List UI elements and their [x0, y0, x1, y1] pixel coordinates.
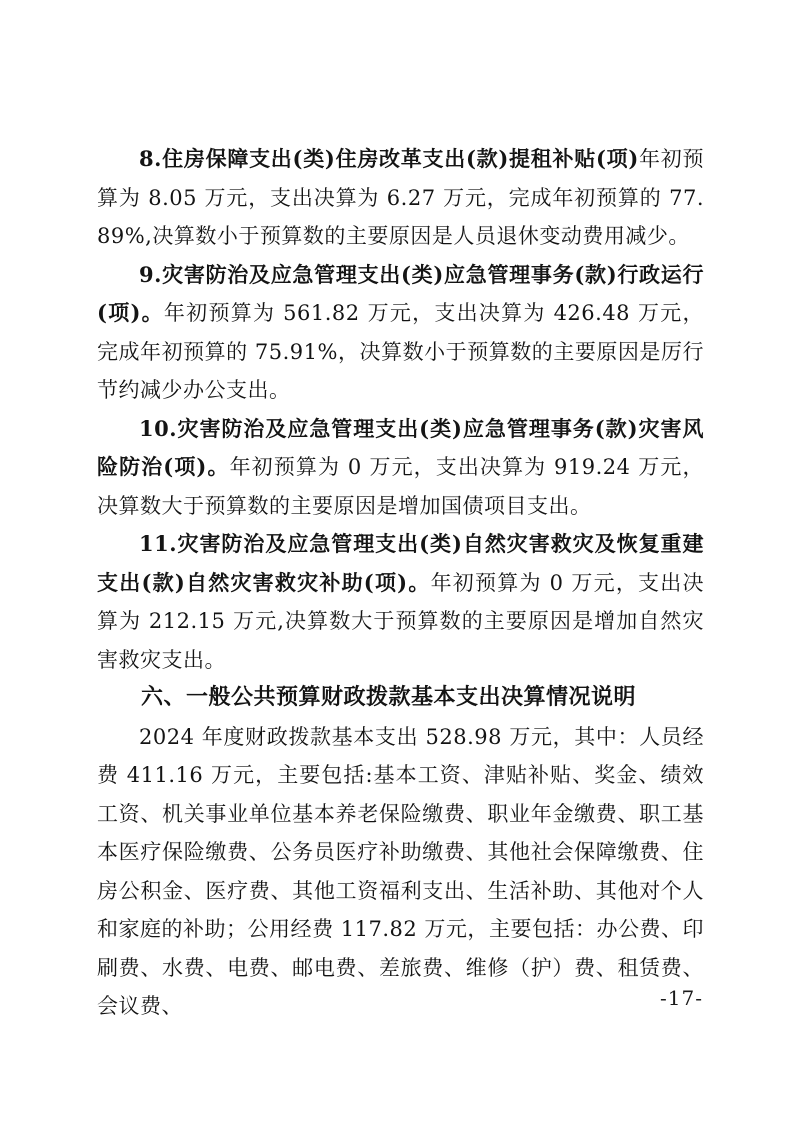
- paragraph: [97, 410, 704, 526]
- section-heading: [97, 679, 704, 718]
- paragraph: [97, 718, 704, 1026]
- paragraph: [97, 525, 704, 679]
- paragraph: [97, 256, 704, 410]
- paragraph: [97, 140, 704, 256]
- page-number: -17-: [660, 986, 703, 1010]
- paragraph-text: 年初预算为 8.05 万元，支出决算为 6.27 万元，完成年初预算的 77.89%,决算数小于预算数的主要原因是人员退休变动费用减少。: [97, 147, 705, 248]
- paragraph-lead: 六、一般公共预算财政拨款基本支出决算情况说明: [141, 685, 637, 710]
- paragraph-text: 2024 年度财政拨款基本支出 528.98 万元，其中：人员经费 411.16 万元，主要包括:基本工资、津贴补贴、奖金、绩效工资、机关事业单位基本养老保险缴费、职业年金缴费、职工基本医疗保险缴费、公务员医疗补助缴费、其他社会保障缴费、住房公积金、医疗费、其他工资福利支出、生活补助、其他对个人和家庭的补助；公用经费 117.82 万元，主要包括：办公费、印刷费、水费、电费、邮电费、差旅费、维修（护）费、租赁费、会议费、: [97, 724, 704, 1018]
- document-body: [97, 140, 704, 1026]
- paragraph-lead: 8.住房保障支出(类)住房改革支出(款)提租补贴(项): [139, 146, 639, 171]
- paragraph-lead: 11.灾害防治及应急管理支出(类)自然灾害救灾及恢复重建支出(款)自然灾害救灾补助(项)。: [97, 531, 704, 595]
- paragraph-lead: 10.灾害防治及应急管理支出(类)应急管理事务(款)灾害风险防治(项)。: [97, 415, 704, 479]
- paragraph-text: 年初预算为 561.82 万元，支出决算为 426.48 万元，完成年初预算的 75.91%，决算数小于预算数的主要原因是厉行节约减少办公支出。: [97, 301, 704, 402]
- paragraph-lead: 9.灾害防治及应急管理支出(类)应急管理事务(款)行政运行(项)。: [97, 261, 704, 325]
- paragraph-text: 年初预算为 0 万元，支出决算为 919.24 万元，决算数大于预算数的主要原因是增加国债项目支出。: [97, 455, 705, 518]
- paragraph-text: 年初预算为 0 万元，支出决算为 212.15 万元,决算数大于预算数的主要原因是增加自然灾害救灾支出。: [97, 570, 704, 672]
